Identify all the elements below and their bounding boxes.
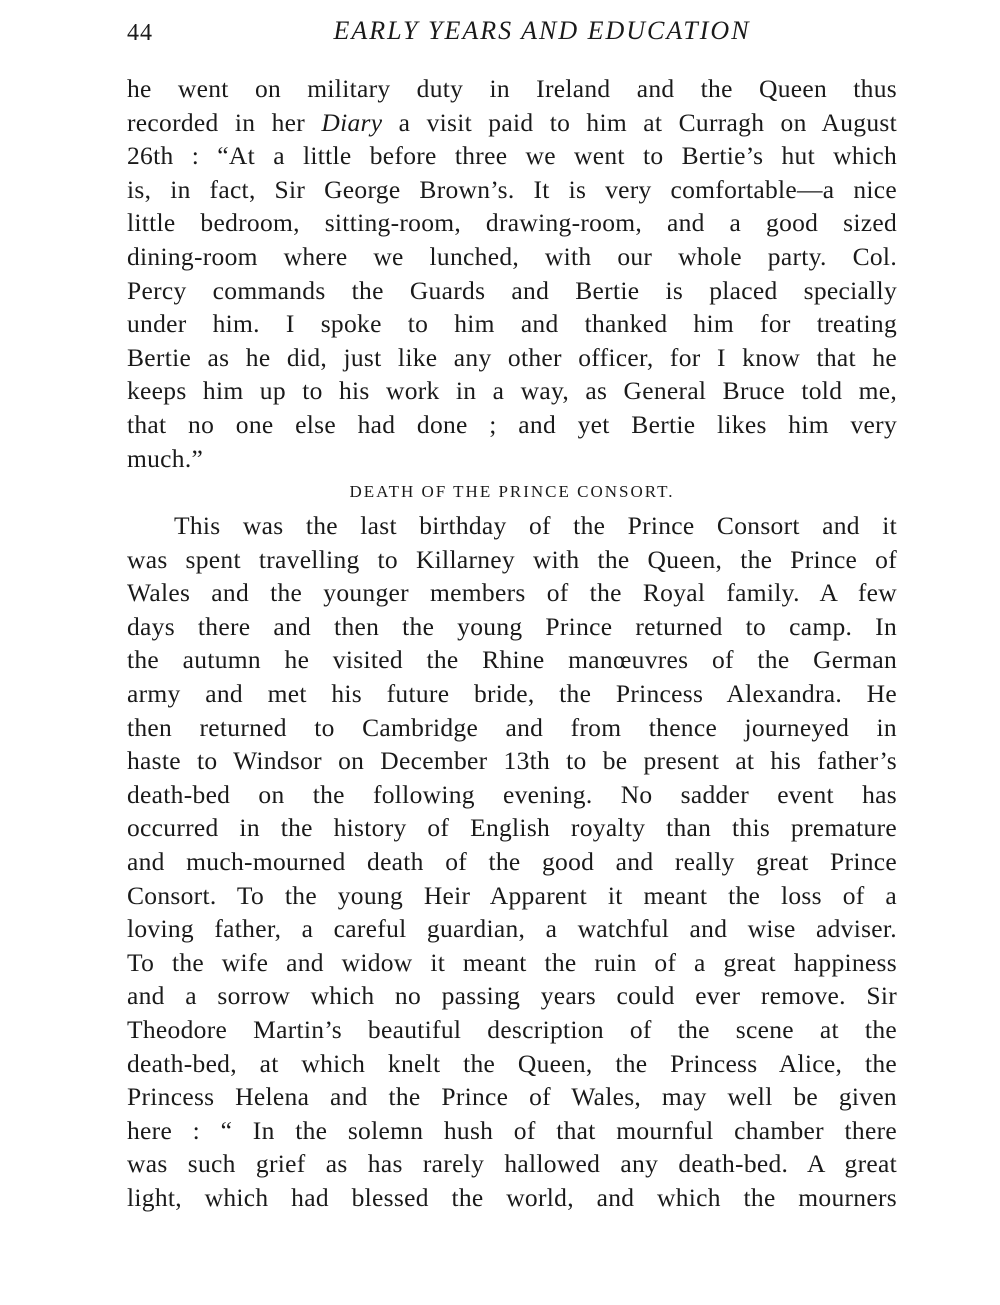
text-line: To the wife and widow it meant the ruin of a great happiness	[127, 947, 897, 977]
text-line: under him. I spoke to him and thanked him for treating	[127, 309, 897, 339]
text-line: Consort. To the young Heir Apparent it meant the loss of a	[127, 880, 897, 910]
text-line: Theodore Martin’s beautiful description of the scene at the	[127, 1014, 897, 1044]
text-line: Wales and the younger members of the Royal family. A few	[127, 578, 897, 608]
running-title: EARLY YEARS AND EDUCATION	[333, 16, 751, 45]
text-line: haste to Windsor on December 13th to be present at his father’s	[127, 746, 897, 776]
diary-title: Diary	[321, 107, 383, 137]
paragraph-death-of-prince-consort	[127, 509, 897, 1214]
text-line: light, which had blessed the world, and which the mourners	[127, 1182, 897, 1212]
section-heading: DEATH OF THE PRINCE CONSORT.	[349, 482, 675, 502]
text-line: days there and then the young Prince returned to camp. In	[127, 611, 897, 641]
text-line: loving father, a careful guardian, a watchful and wise adviser.	[127, 914, 897, 944]
text-line: Bertie as he did, just like any other officer, for I know that he	[127, 342, 897, 372]
text-line: is, in fact, Sir George Brown’s. It is very comfortable—a nice	[127, 174, 897, 204]
text-line: recorded in her Diary a visit paid to him at Curragh on August	[127, 107, 897, 137]
paragraph-continued	[127, 72, 897, 513]
text-line: little bedroom, sitting-room, drawing-room, and a good sized	[127, 208, 897, 238]
text-line: was spent travelling to Killarney with the Queen, the Prince of	[127, 544, 897, 574]
text-line: and much-mourned death of the good and really great Prince	[127, 846, 897, 876]
text-line: keeps him up to his work in a way, as General Bruce told me,	[127, 376, 897, 406]
text-line: army and met his future bride, the Princess Alexandra. He	[127, 678, 897, 708]
running-head	[127, 16, 897, 50]
text-line: 26th : “At a little before three we went to Bertie’s hut which	[127, 141, 897, 171]
page-number: 44	[127, 20, 153, 46]
text-line: here : “ In the solemn hush of that mournful chamber there	[127, 1115, 897, 1145]
text-line: death-bed on the following evening. No sadder event has	[127, 779, 897, 809]
text-line: and a sorrow which no passing years could ever remove. Sir	[127, 981, 897, 1011]
text-line: he went on military duty in Ireland and the Queen thus	[127, 74, 897, 103]
text-line: much.”	[127, 443, 204, 473]
text-line: Percy commands the Guards and Bertie is placed specially	[127, 275, 897, 305]
text-line: Princess Helena and the Prince of Wales, may well be given	[127, 1082, 897, 1112]
text-line: the autumn he visited the Rhine manœuvres of the German	[127, 645, 897, 675]
text-line: dining-room where we lunched, with our whole party. Col.	[127, 241, 897, 271]
text-line: then returned to Cambridge and from thence journeyed in	[127, 712, 897, 742]
text-line: that no one else had done ; and yet Bertie likes him very	[127, 409, 897, 439]
text-line: death-bed, at which knelt the Queen, the Princess Alice, the	[127, 1048, 897, 1078]
text-line: was such grief as has rarely hallowed any death-bed. A great	[127, 1149, 897, 1179]
text-line: occurred in the history of English royalty than this premature	[127, 813, 897, 843]
text-line: This was the last birthday of the Prince Consort and it	[174, 511, 897, 540]
